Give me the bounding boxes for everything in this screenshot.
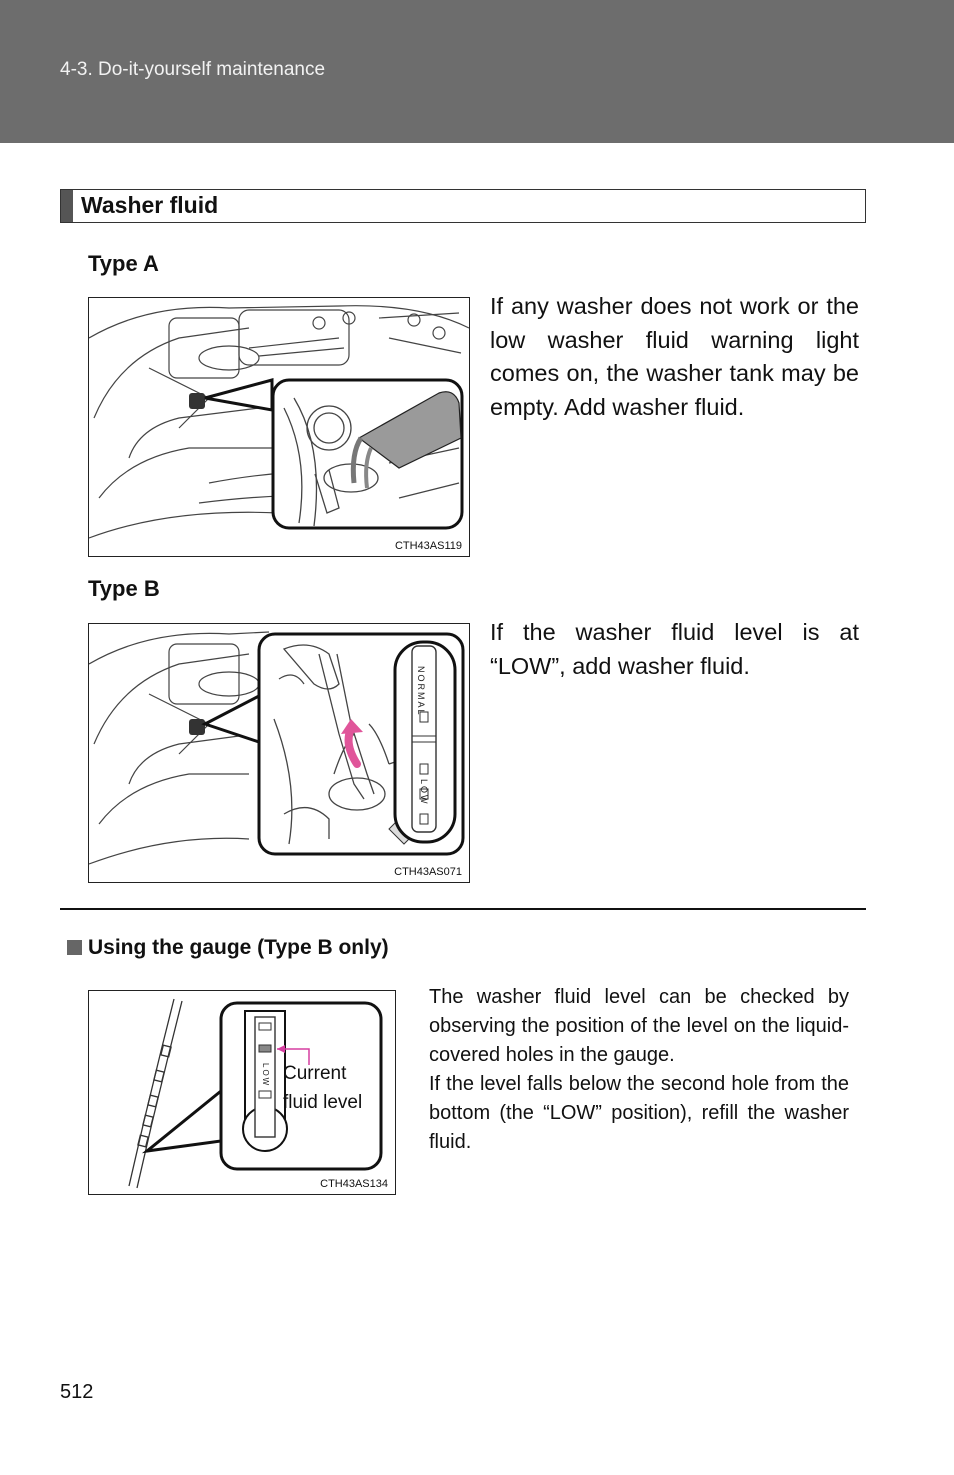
section-heading-bar [61,190,73,222]
square-bullet-icon [67,940,82,955]
gauge-low-label: LOW [419,779,429,806]
type-b-label: Type B [88,576,160,601]
gauge-figure [88,990,396,1195]
section-heading [60,189,866,223]
type-b-figure-code: CTH43AS071 [394,866,462,878]
page-number: 512 [60,1381,94,1403]
gauge-description [429,983,849,1157]
type-a-description: If any washer does not work or the low washer fluid warning light comes on, the washer tank may be empty. Add washer fluid. [490,293,859,420]
breadcrumb: 4-3. Do-it-yourself maintenance [60,59,326,80]
gauge-heading-text: Using the gauge (Type B only) [88,936,389,959]
type-a-illustration [89,298,469,556]
callout-line-1: Current [283,1063,347,1084]
type-a-label: Type A [88,251,159,276]
type-b-illustration [89,624,469,882]
type-b-description: If the washer fluid level is at “LOW”, add washer fluid. [490,619,859,679]
current-fluid-level-callout [283,1059,362,1117]
type-a-figure [88,297,470,557]
type-a-figure-code: CTH43AS119 [394,540,462,552]
gauge-low-marker: LOW [261,1063,270,1088]
type-b-figure [88,623,470,883]
gauge-description-2: If the level falls below the second hole from the bottom (the “LOW” position), refill the washer fluid. [429,1073,849,1153]
gauge-description-1: The washer fluid level can be checked by observing the position of the level on the liquid-covered holes in the gauge. [429,986,849,1066]
section-divider [60,908,866,910]
gauge-normal-label: NORMAL [416,666,426,717]
header-band [0,0,954,143]
gauge-heading [67,936,389,960]
section-title: Washer fluid [81,192,219,218]
callout-line-2: fluid level [283,1092,363,1113]
gauge-figure-code: CTH43AS134 [320,1178,388,1190]
